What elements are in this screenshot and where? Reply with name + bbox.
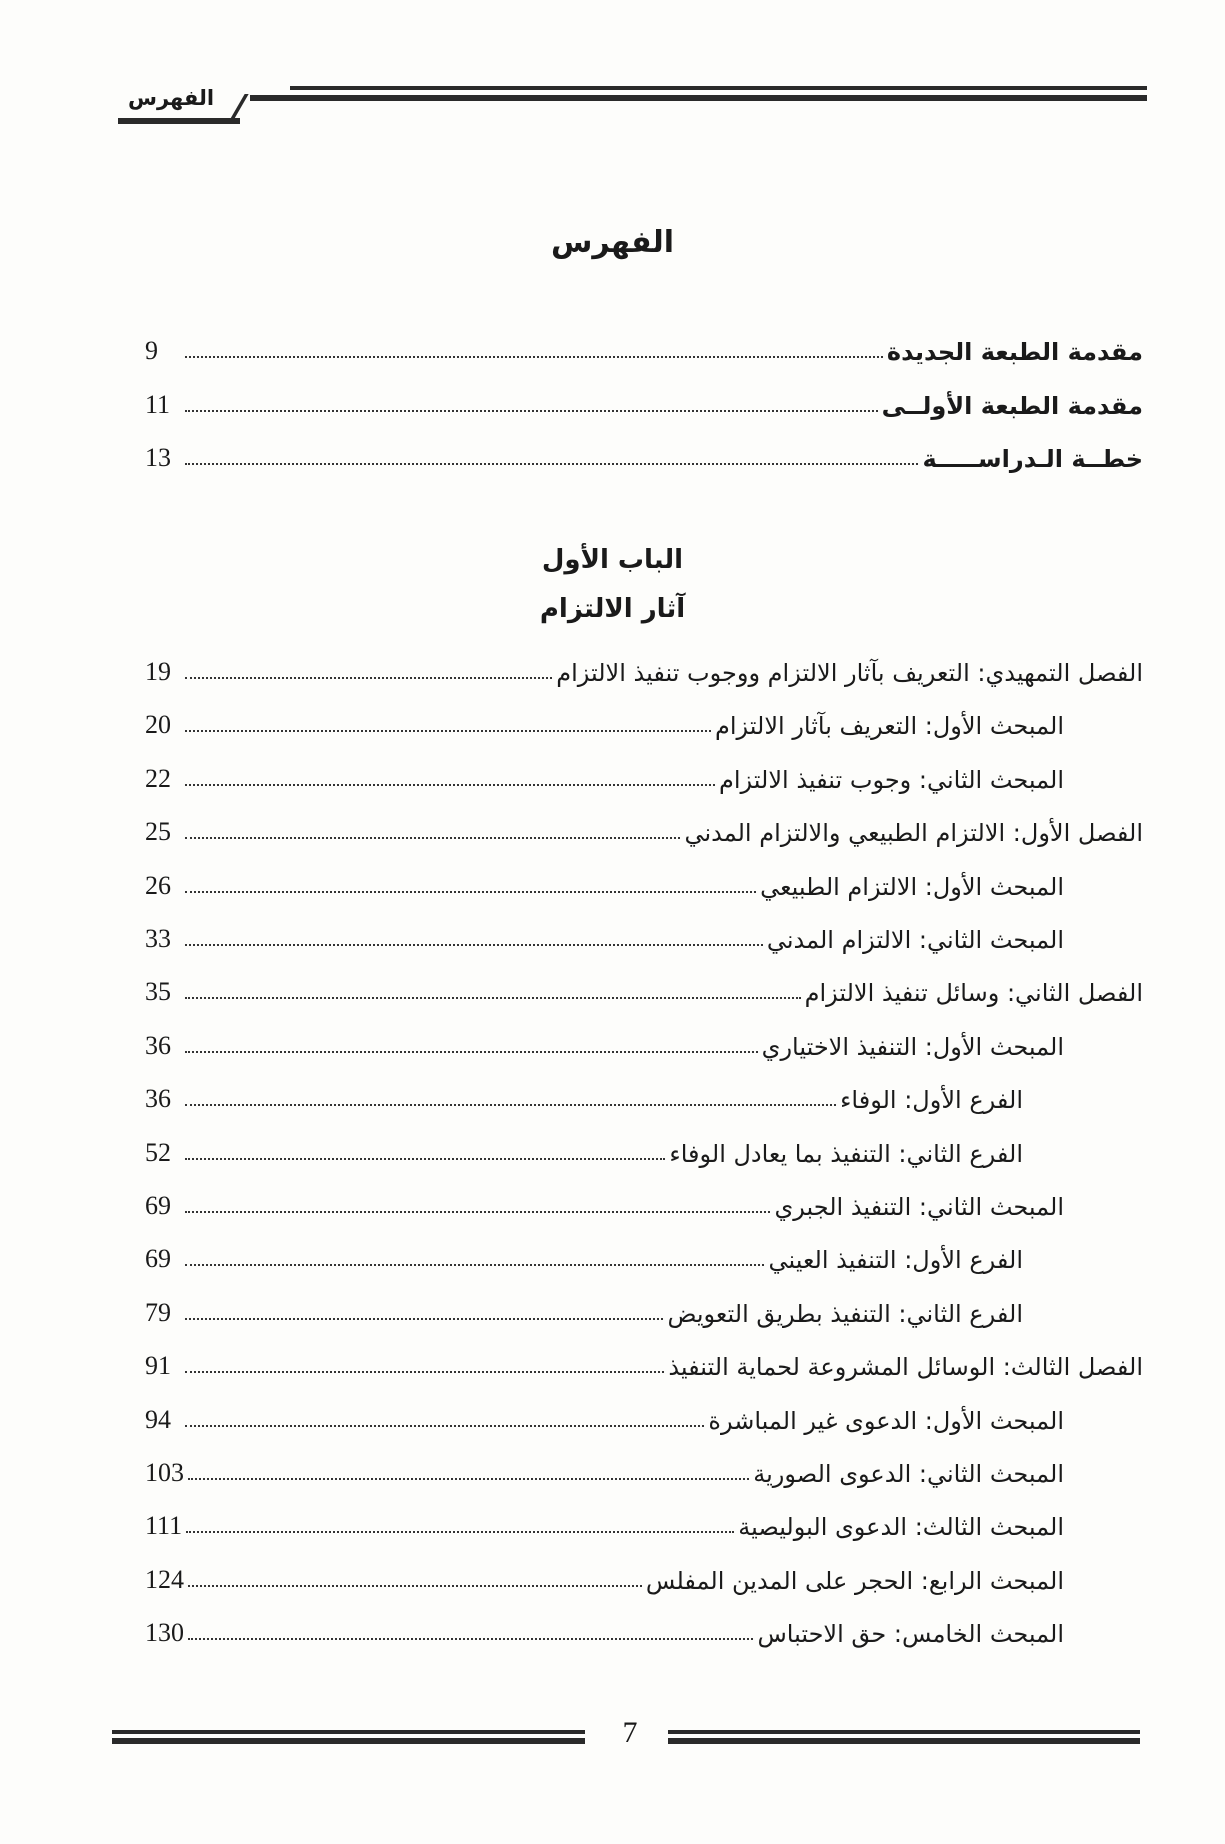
entry-page-number: 35: [145, 977, 171, 1007]
dot-leader: [185, 1318, 663, 1320]
footer-rule-left-bottom: [112, 1738, 585, 1744]
dot-leader: [185, 356, 883, 358]
dot-leader: [185, 1425, 704, 1427]
entry-title: خطــة الـدراســـــة: [922, 445, 1143, 473]
page-number: 7: [622, 1716, 638, 1749]
toc-entry[interactable]: [145, 1395, 1064, 1435]
dot-leader: [188, 1638, 753, 1640]
toc-entry[interactable]: [145, 1341, 1143, 1381]
entry-title: المبحث الرابع: الحجر على المدين المفلس: [645, 1566, 1064, 1595]
toc-entry[interactable]: [145, 1608, 1064, 1648]
entry-page-number: 13: [145, 443, 171, 472]
part-number: الباب الأول: [541, 545, 684, 575]
page-title: الفهرس: [550, 225, 674, 260]
running-title: الفهرس: [128, 86, 215, 110]
header-rule-top: [290, 86, 1147, 90]
entry-title: المبحث الثالث: الدعوى البوليصية: [738, 1513, 1064, 1542]
entry-page-number: 111: [145, 1511, 183, 1541]
entry-title: الفصل الثالث: الوسائل المشروعة لحماية التنفيذ: [668, 1353, 1143, 1382]
entry-title: المبحث الخامس: حق الاحتباس: [757, 1620, 1064, 1649]
entry-title: المبحث الأول: التعريف بآثار الالتزام: [715, 712, 1064, 741]
dot-leader: [185, 944, 763, 946]
part-name: آثار الالتزام: [539, 594, 686, 624]
footer-rule-right-bottom: [668, 1738, 1140, 1744]
dot-leader: [185, 1264, 764, 1266]
entry-page-number: 11: [145, 389, 171, 419]
dot-leader: [186, 1531, 734, 1533]
entry-title: الفرع الأول: الوفاء: [840, 1086, 1023, 1115]
entry-title: المبحث الأول: التنفيذ الاختياري: [761, 1032, 1064, 1061]
dot-leader: [185, 1158, 665, 1160]
toc-entry[interactable]: [145, 1181, 1064, 1221]
entry-title: مقدمة الطبعة الأولــى: [881, 391, 1143, 420]
dot-leader: [188, 1585, 642, 1587]
entry-title: المبحث الثاني: وجوب تنفيذ الالتزام: [719, 765, 1064, 794]
entry-title: الفرع الثاني: التنفيذ بطريق التعويض: [667, 1299, 1023, 1328]
toc-entry[interactable]: [145, 647, 1143, 687]
entry-page-number: 69: [145, 1244, 171, 1274]
toc-entry[interactable]: [145, 861, 1064, 901]
entry-page-number: 22: [145, 763, 171, 793]
entry-title: الفصل الثاني: وسائل تنفيذ الالتزام: [804, 979, 1143, 1008]
entry-page-number: 36: [145, 1030, 171, 1060]
entry-page-number: 25: [145, 817, 171, 847]
toc-entry[interactable]: [145, 1555, 1064, 1595]
entry-page-number: 130: [145, 1618, 184, 1648]
dot-leader: [185, 837, 680, 839]
header-rule-bottom: [250, 95, 1147, 101]
header-rule-underline: [118, 118, 240, 124]
entry-page-number: 33: [145, 924, 171, 953]
toc-entry[interactable]: [145, 700, 1064, 740]
entry-page-number: 94: [145, 1404, 171, 1434]
toc-entry[interactable]: [145, 1074, 1023, 1114]
entry-title: مقدمة الطبعة الجديدة: [886, 338, 1143, 366]
entry-title: المبحث الثاني: التنفيذ الجبري: [774, 1193, 1064, 1221]
entry-page-number: 91: [145, 1351, 171, 1381]
entry-title: الفرع الأول: التنفيذ العيني: [768, 1246, 1023, 1275]
entry-page-number: 20: [145, 710, 171, 740]
toc-entry[interactable]: [145, 807, 1143, 847]
dot-leader: [185, 997, 801, 999]
entry-title: المبحث الأول: الالتزام الطبيعي: [760, 872, 1064, 901]
entry-title: الفصل الأول: الالتزام الطبيعي والالتزام المدني: [684, 819, 1143, 848]
dot-leader: [185, 410, 878, 412]
toc-entry[interactable]: [145, 1128, 1023, 1168]
toc-entry[interactable]: [145, 433, 1143, 473]
footer-rule-left-top: [112, 1730, 585, 1734]
entry-page-number: 26: [145, 870, 171, 900]
toc-entry[interactable]: [145, 1234, 1023, 1274]
dot-leader: [185, 784, 715, 786]
entry-page-number: 52: [145, 1137, 171, 1167]
dot-leader: [185, 1104, 836, 1106]
toc-entry[interactable]: [145, 1501, 1064, 1541]
toc-entry[interactable]: [145, 914, 1064, 954]
entry-page-number: 79: [145, 1297, 171, 1327]
dot-leader: [185, 1211, 770, 1213]
toc-entry[interactable]: [145, 754, 1064, 794]
toc-entry[interactable]: [145, 380, 1143, 420]
footer-rule-right-top: [668, 1730, 1140, 1734]
dot-leader: [185, 1371, 664, 1373]
toc-entry[interactable]: [145, 1021, 1064, 1061]
entry-title: المبحث الثاني: الالتزام المدني: [766, 926, 1064, 954]
dot-leader: [185, 891, 756, 893]
toc-entry[interactable]: [145, 1448, 1064, 1488]
dot-leader: [185, 463, 918, 465]
toc-entry[interactable]: [145, 967, 1143, 1007]
dot-leader: [185, 1051, 758, 1053]
toc-entry[interactable]: [145, 326, 1143, 366]
entry-title: الفرع الثاني: التنفيذ بما يعادل الوفاء: [669, 1139, 1023, 1168]
dot-leader: [188, 1478, 749, 1480]
dot-leader: [185, 730, 711, 732]
entry-page-number: 9: [145, 336, 158, 365]
entry-title: الفصل التمهيدي: التعريف بآثار الالتزام ووجوب تنفيذ الالتزام: [556, 659, 1143, 687]
entry-page-number: 36: [145, 1084, 171, 1114]
entry-page-number: 19: [145, 657, 171, 686]
entry-page-number: 124: [145, 1564, 184, 1594]
entry-page-number: 69: [145, 1191, 171, 1220]
dot-leader: [185, 677, 552, 679]
entry-title: المبحث الثاني: الدعوى الصورية: [753, 1460, 1064, 1488]
toc-entry[interactable]: [145, 1288, 1023, 1328]
entry-page-number: 103: [145, 1458, 184, 1487]
entry-title: المبحث الأول: الدعوى غير المباشرة: [708, 1406, 1064, 1435]
